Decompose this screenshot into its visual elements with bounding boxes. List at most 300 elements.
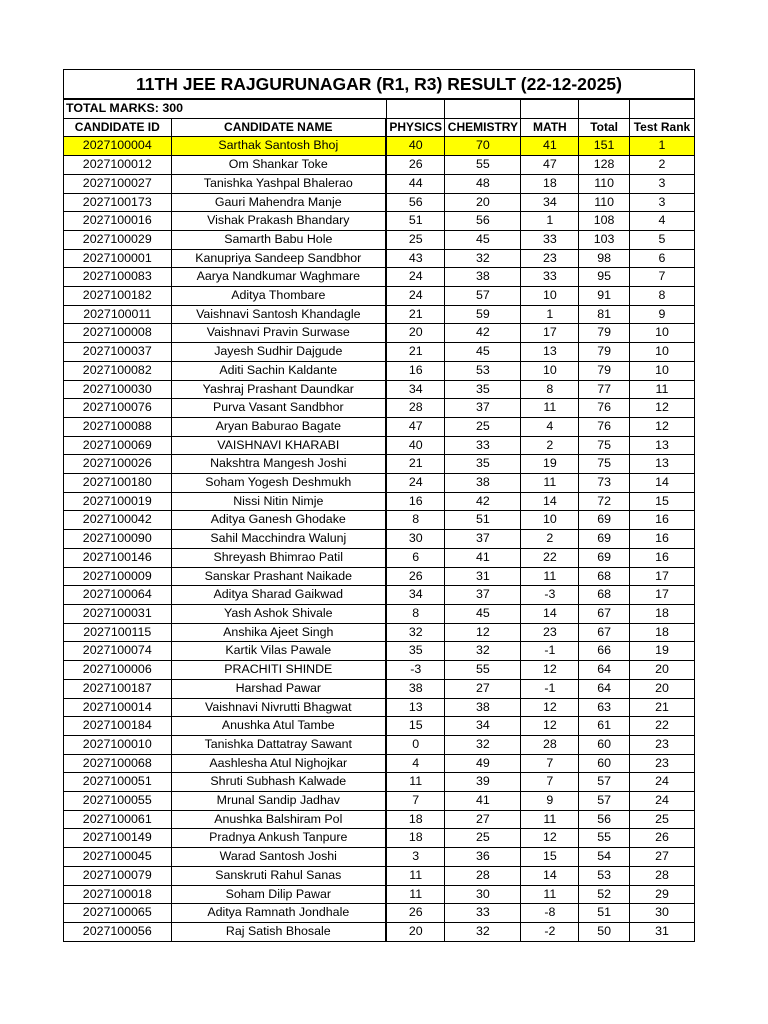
math-cell: 12 (521, 698, 579, 717)
physics-cell: 40 (386, 137, 445, 156)
candidate-name-cell: Anushka Atul Tambe (171, 717, 386, 736)
chemistry-cell: 34 (445, 717, 521, 736)
chemistry-cell: 38 (445, 474, 521, 493)
candidate-name-cell: Sahil Macchindra Walunj (171, 530, 386, 549)
header-total: Total (579, 118, 630, 137)
chemistry-cell: 36 (445, 848, 521, 867)
candidate-name-cell: Raj Satish Bhosale (171, 922, 386, 941)
candidate-id-cell: 2027100055 (64, 792, 172, 811)
test-rank-cell: 7 (629, 268, 694, 287)
math-cell: 33 (521, 230, 579, 249)
physics-cell: 21 (386, 343, 445, 362)
math-cell: 11 (521, 399, 579, 418)
candidate-id-cell: 2027100065 (64, 904, 172, 923)
math-cell: 7 (521, 773, 579, 792)
math-cell: 2 (521, 530, 579, 549)
physics-cell: 16 (386, 361, 445, 380)
candidate-name-cell: Anshika Ajeet Singh (171, 623, 386, 642)
table-row (64, 623, 695, 642)
table-row (64, 305, 695, 324)
chemistry-cell: 48 (445, 174, 521, 193)
table-row (64, 829, 695, 848)
candidate-name-cell: Gauri Mahendra Manje (171, 193, 386, 212)
total-cell: 110 (579, 174, 630, 193)
chemistry-cell: 33 (445, 904, 521, 923)
header-test-rank: Test Rank (629, 118, 694, 137)
math-cell: 15 (521, 848, 579, 867)
test-rank-cell: 2 (629, 156, 694, 175)
test-rank-cell: 3 (629, 174, 694, 193)
chemistry-cell: 37 (445, 530, 521, 549)
candidate-name-cell: Samarth Babu Hole (171, 230, 386, 249)
table-row (64, 698, 695, 717)
chemistry-cell: 51 (445, 511, 521, 530)
physics-cell: 16 (386, 492, 445, 511)
physics-cell: 20 (386, 922, 445, 941)
physics-cell: 6 (386, 548, 445, 567)
table-row (64, 567, 695, 586)
header-row (64, 118, 695, 137)
total-cell: 95 (579, 268, 630, 287)
candidate-name-cell: Aditi Sachin Kaldante (171, 361, 386, 380)
physics-cell: 3 (386, 848, 445, 867)
chemistry-cell: 38 (445, 268, 521, 287)
candidate-id-cell: 2027100182 (64, 287, 172, 306)
candidate-id-cell: 2027100019 (64, 492, 172, 511)
candidate-id-cell: 2027100042 (64, 511, 172, 530)
header-physics: PHYSICS (386, 118, 445, 137)
physics-cell: 30 (386, 530, 445, 549)
test-rank-cell: 18 (629, 604, 694, 623)
candidate-name-cell: Aditya Sharad Gaikwad (171, 586, 386, 605)
test-rank-cell: 12 (629, 399, 694, 418)
table-row (64, 586, 695, 605)
candidate-name-cell: Sanskar Prashant Naikade (171, 567, 386, 586)
candidate-id-cell: 2027100069 (64, 436, 172, 455)
candidate-name-cell: Warad Santosh Joshi (171, 848, 386, 867)
total-cell: 108 (579, 212, 630, 231)
table-row (64, 792, 695, 811)
math-cell: 11 (521, 474, 579, 493)
result-table (63, 69, 695, 942)
chemistry-cell: 41 (445, 548, 521, 567)
math-cell: 17 (521, 324, 579, 343)
candidate-name-cell: Shruti Subhash Kalwade (171, 773, 386, 792)
physics-cell: 11 (386, 773, 445, 792)
math-cell: 14 (521, 492, 579, 511)
test-rank-cell: 28 (629, 866, 694, 885)
math-cell: 9 (521, 792, 579, 811)
test-rank-cell: 15 (629, 492, 694, 511)
empty-cell (521, 99, 579, 118)
candidate-name-cell: Nakshtra Mangesh Joshi (171, 455, 386, 474)
chemistry-cell: 42 (445, 324, 521, 343)
physics-cell: 24 (386, 268, 445, 287)
candidate-id-cell: 2027100001 (64, 249, 172, 268)
math-cell: 12 (521, 717, 579, 736)
total-cell: 53 (579, 866, 630, 885)
candidate-name-cell: PRACHITI SHINDE (171, 661, 386, 680)
candidate-name-cell: Tanishka Dattatray Sawant (171, 735, 386, 754)
total-cell: 57 (579, 773, 630, 792)
candidate-name-cell: Pradnya Ankush Tanpure (171, 829, 386, 848)
chemistry-cell: 53 (445, 361, 521, 380)
candidate-name-cell: Aditya Ramnath Jondhale (171, 904, 386, 923)
candidate-id-cell: 2027100149 (64, 829, 172, 848)
candidate-id-cell: 2027100008 (64, 324, 172, 343)
chemistry-cell: 27 (445, 810, 521, 829)
chemistry-cell: 37 (445, 586, 521, 605)
test-rank-cell: 30 (629, 904, 694, 923)
candidate-id-cell: 2027100011 (64, 305, 172, 324)
physics-cell: 35 (386, 642, 445, 661)
table-row (64, 268, 695, 287)
chemistry-cell: 55 (445, 156, 521, 175)
candidate-id-cell: 2027100051 (64, 773, 172, 792)
candidate-id-cell: 2027100027 (64, 174, 172, 193)
total-cell: 55 (579, 829, 630, 848)
total-cell: 51 (579, 904, 630, 923)
candidate-id-cell: 2027100016 (64, 212, 172, 231)
table-row (64, 361, 695, 380)
candidate-name-cell: Vaishnavi Nivrutti Bhagwat (171, 698, 386, 717)
table-row (64, 343, 695, 362)
chemistry-cell: 45 (445, 343, 521, 362)
chemistry-cell: 38 (445, 698, 521, 717)
candidate-id-cell: 2027100115 (64, 623, 172, 642)
math-cell: 47 (521, 156, 579, 175)
math-cell: 33 (521, 268, 579, 287)
candidate-id-cell: 2027100146 (64, 548, 172, 567)
physics-cell: 13 (386, 698, 445, 717)
test-rank-cell: 24 (629, 792, 694, 811)
total-cell: 67 (579, 623, 630, 642)
candidate-id-cell: 2027100045 (64, 848, 172, 867)
physics-cell: 32 (386, 623, 445, 642)
table-row (64, 436, 695, 455)
empty-cell (386, 99, 445, 118)
test-rank-cell: 22 (629, 717, 694, 736)
candidate-id-cell: 2027100029 (64, 230, 172, 249)
chemistry-cell: 28 (445, 866, 521, 885)
candidate-id-cell: 2027100026 (64, 455, 172, 474)
table-row (64, 417, 695, 436)
physics-cell: 47 (386, 417, 445, 436)
table-row (64, 773, 695, 792)
chemistry-cell: 32 (445, 249, 521, 268)
test-rank-cell: 25 (629, 810, 694, 829)
test-rank-cell: 8 (629, 287, 694, 306)
candidate-id-cell: 2027100082 (64, 361, 172, 380)
total-cell: 91 (579, 287, 630, 306)
math-cell: 10 (521, 361, 579, 380)
total-cell: 77 (579, 380, 630, 399)
math-cell: 13 (521, 343, 579, 362)
table-row (64, 866, 695, 885)
candidate-name-cell: Mrunal Sandip Jadhav (171, 792, 386, 811)
test-rank-cell: 26 (629, 829, 694, 848)
candidate-name-cell: Jayesh Sudhir Dajgude (171, 343, 386, 362)
candidate-id-cell: 2027100180 (64, 474, 172, 493)
math-cell: 11 (521, 567, 579, 586)
total-cell: 64 (579, 679, 630, 698)
math-cell: 4 (521, 417, 579, 436)
empty-cell (629, 99, 694, 118)
physics-cell: 26 (386, 567, 445, 586)
table-row (64, 212, 695, 231)
chemistry-cell: 45 (445, 604, 521, 623)
math-cell: -2 (521, 922, 579, 941)
math-cell: 19 (521, 455, 579, 474)
total-cell: 69 (579, 548, 630, 567)
table-row (64, 717, 695, 736)
test-rank-cell: 12 (629, 417, 694, 436)
candidate-name-cell: Aashlesha Atul Nighojkar (171, 754, 386, 773)
physics-cell: 11 (386, 885, 445, 904)
candidate-id-cell: 2027100184 (64, 717, 172, 736)
candidate-id-cell: 2027100068 (64, 754, 172, 773)
test-rank-cell: 10 (629, 343, 694, 362)
candidate-name-cell: Sarthak Santosh Bhoj (171, 137, 386, 156)
total-cell: 79 (579, 324, 630, 343)
candidate-name-cell: Tanishka Yashpal Bhalerao (171, 174, 386, 193)
total-cell: 128 (579, 156, 630, 175)
candidate-id-cell: 2027100037 (64, 343, 172, 362)
chemistry-cell: 39 (445, 773, 521, 792)
table-row (64, 249, 695, 268)
math-cell: 12 (521, 661, 579, 680)
test-rank-cell: 17 (629, 567, 694, 586)
physics-cell: 34 (386, 380, 445, 399)
table-row (64, 810, 695, 829)
chemistry-cell: 32 (445, 922, 521, 941)
math-cell: 2 (521, 436, 579, 455)
candidate-id-cell: 2027100031 (64, 604, 172, 623)
table-row (64, 174, 695, 193)
physics-cell: 43 (386, 249, 445, 268)
candidate-id-cell: 2027100088 (64, 417, 172, 436)
total-cell: 63 (579, 698, 630, 717)
total-cell: 75 (579, 436, 630, 455)
test-rank-cell: 9 (629, 305, 694, 324)
table-row (64, 922, 695, 941)
physics-cell: -3 (386, 661, 445, 680)
test-rank-cell: 31 (629, 922, 694, 941)
math-cell: 23 (521, 249, 579, 268)
total-cell: 72 (579, 492, 630, 511)
total-cell: 110 (579, 193, 630, 212)
physics-cell: 20 (386, 324, 445, 343)
candidate-name-cell: Shreyash Bhimrao Patil (171, 548, 386, 567)
candidate-name-cell: Aryan Baburao Bagate (171, 417, 386, 436)
chemistry-cell: 32 (445, 735, 521, 754)
test-rank-cell: 6 (629, 249, 694, 268)
chemistry-cell: 59 (445, 305, 521, 324)
test-rank-cell: 17 (629, 586, 694, 605)
chemistry-cell: 32 (445, 642, 521, 661)
candidate-name-cell: Harshad Pawar (171, 679, 386, 698)
total-cell: 73 (579, 474, 630, 493)
table-row (64, 230, 695, 249)
physics-cell: 18 (386, 829, 445, 848)
test-rank-cell: 29 (629, 885, 694, 904)
table-row (64, 642, 695, 661)
test-rank-cell: 24 (629, 773, 694, 792)
chemistry-cell: 56 (445, 212, 521, 231)
candidate-id-cell: 2027100012 (64, 156, 172, 175)
candidate-name-cell: Aditya Ganesh Ghodake (171, 511, 386, 530)
total-cell: 60 (579, 735, 630, 754)
chemistry-cell: 31 (445, 567, 521, 586)
math-cell: -8 (521, 904, 579, 923)
physics-cell: 21 (386, 455, 445, 474)
candidate-id-cell: 2027100004 (64, 137, 172, 156)
candidate-id-cell: 2027100064 (64, 586, 172, 605)
math-cell: 14 (521, 604, 579, 623)
candidate-id-cell: 2027100187 (64, 679, 172, 698)
chemistry-cell: 27 (445, 679, 521, 698)
physics-cell: 56 (386, 193, 445, 212)
total-cell: 57 (579, 792, 630, 811)
candidate-name-cell: Soham Yogesh Deshmukh (171, 474, 386, 493)
test-rank-cell: 19 (629, 642, 694, 661)
total-cell: 68 (579, 567, 630, 586)
test-rank-cell: 20 (629, 661, 694, 680)
physics-cell: 24 (386, 287, 445, 306)
total-cell: 76 (579, 399, 630, 418)
chemistry-cell: 33 (445, 436, 521, 455)
table-row (64, 904, 695, 923)
candidate-name-cell: Yashraj Prashant Daundkar (171, 380, 386, 399)
candidate-name-cell: Nissi Nitin Nimje (171, 492, 386, 511)
physics-cell: 26 (386, 156, 445, 175)
physics-cell: 44 (386, 174, 445, 193)
math-cell: 11 (521, 810, 579, 829)
table-row (64, 193, 695, 212)
chemistry-cell: 57 (445, 287, 521, 306)
physics-cell: 24 (386, 474, 445, 493)
test-rank-cell: 14 (629, 474, 694, 493)
candidate-name-cell: Yash Ashok Shivale (171, 604, 386, 623)
total-cell: 79 (579, 361, 630, 380)
total-cell: 151 (579, 137, 630, 156)
candidate-id-cell: 2027100010 (64, 735, 172, 754)
total-cell: 66 (579, 642, 630, 661)
candidate-name-cell: Purva Vasant Sandbhor (171, 399, 386, 418)
chemistry-cell: 12 (445, 623, 521, 642)
test-rank-cell: 13 (629, 436, 694, 455)
chemistry-cell: 35 (445, 380, 521, 399)
candidate-name-cell: Vaishnavi Pravin Surwase (171, 324, 386, 343)
physics-cell: 38 (386, 679, 445, 698)
total-cell: 76 (579, 417, 630, 436)
table-row (64, 735, 695, 754)
physics-cell: 26 (386, 904, 445, 923)
test-rank-cell: 23 (629, 754, 694, 773)
math-cell: 34 (521, 193, 579, 212)
physics-cell: 51 (386, 212, 445, 231)
test-rank-cell: 18 (629, 623, 694, 642)
math-cell: -3 (521, 586, 579, 605)
candidate-name-cell: Kartik Vilas Pawale (171, 642, 386, 661)
math-cell: 7 (521, 754, 579, 773)
candidate-id-cell: 2027100056 (64, 922, 172, 941)
total-cell: 103 (579, 230, 630, 249)
table-row (64, 661, 695, 680)
test-rank-cell: 16 (629, 548, 694, 567)
table-row (64, 885, 695, 904)
chemistry-cell: 70 (445, 137, 521, 156)
test-rank-cell: 3 (629, 193, 694, 212)
test-rank-cell: 4 (629, 212, 694, 231)
chemistry-cell: 42 (445, 492, 521, 511)
chemistry-cell: 45 (445, 230, 521, 249)
title-row (64, 70, 695, 100)
math-cell: 14 (521, 866, 579, 885)
math-cell: 1 (521, 212, 579, 231)
test-rank-cell: 27 (629, 848, 694, 867)
table-row (64, 492, 695, 511)
math-cell: 8 (521, 380, 579, 399)
candidate-name-cell: Soham Dilip Pawar (171, 885, 386, 904)
test-rank-cell: 10 (629, 361, 694, 380)
total-cell: 67 (579, 604, 630, 623)
total-cell: 81 (579, 305, 630, 324)
candidate-id-cell: 2027100083 (64, 268, 172, 287)
empty-cell (579, 99, 630, 118)
chemistry-cell: 55 (445, 661, 521, 680)
table-row (64, 530, 695, 549)
table-row (64, 137, 695, 156)
math-cell: 10 (521, 287, 579, 306)
table-row (64, 848, 695, 867)
physics-cell: 8 (386, 511, 445, 530)
table-row (64, 156, 695, 175)
candidate-name-cell: VAISHNAVI KHARABI (171, 436, 386, 455)
total-cell: 79 (579, 343, 630, 362)
candidate-id-cell: 2027100009 (64, 567, 172, 586)
header-chemistry: CHEMISTRY (445, 118, 521, 137)
math-cell: 10 (521, 511, 579, 530)
candidate-id-cell: 2027100030 (64, 380, 172, 399)
test-rank-cell: 23 (629, 735, 694, 754)
table-row (64, 380, 695, 399)
empty-cell (445, 99, 521, 118)
physics-cell: 21 (386, 305, 445, 324)
test-rank-cell: 21 (629, 698, 694, 717)
total-marks-row (64, 99, 695, 118)
math-cell: 11 (521, 885, 579, 904)
header-candidate-id: CANDIDATE ID (64, 118, 172, 137)
test-rank-cell: 10 (629, 324, 694, 343)
candidate-name-cell: Anushka Balshiram Pol (171, 810, 386, 829)
physics-cell: 15 (386, 717, 445, 736)
candidate-id-cell: 2027100014 (64, 698, 172, 717)
physics-cell: 28 (386, 399, 445, 418)
total-cell: 50 (579, 922, 630, 941)
test-rank-cell: 5 (629, 230, 694, 249)
table-row (64, 287, 695, 306)
chemistry-cell: 30 (445, 885, 521, 904)
candidate-id-cell: 2027100076 (64, 399, 172, 418)
chemistry-cell: 41 (445, 792, 521, 811)
physics-cell: 8 (386, 604, 445, 623)
candidate-id-cell: 2027100061 (64, 810, 172, 829)
table-row (64, 754, 695, 773)
total-cell: 54 (579, 848, 630, 867)
table-row (64, 511, 695, 530)
test-rank-cell: 13 (629, 455, 694, 474)
